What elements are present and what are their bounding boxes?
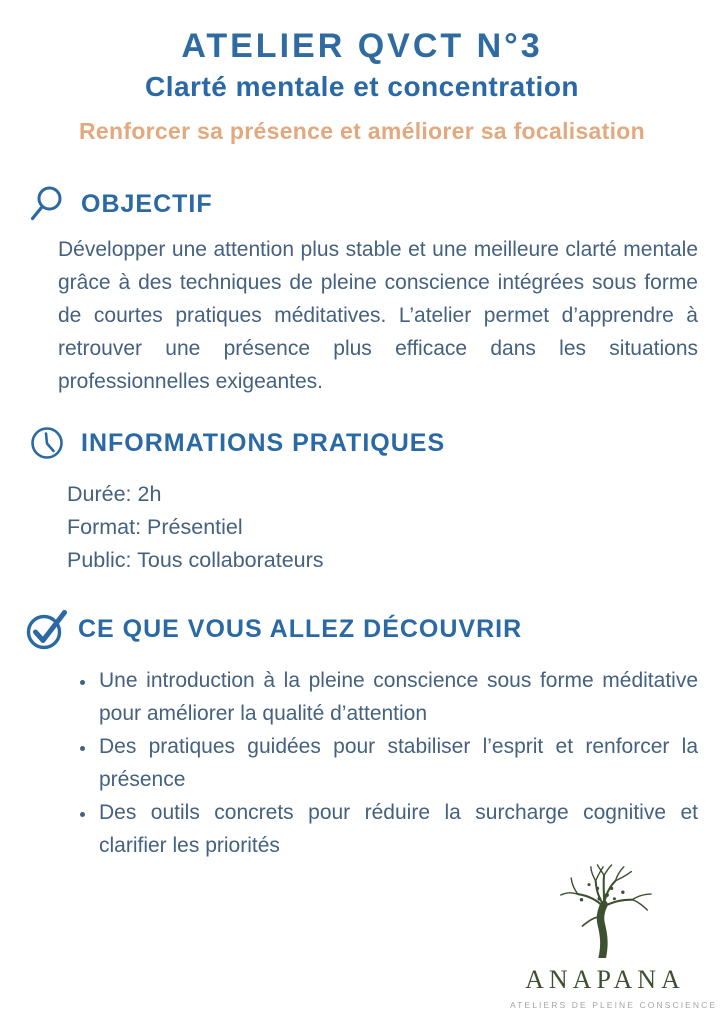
section-objectif-header [28,185,724,223]
logo-name: ANAPANA [525,965,685,994]
bullet-item-introduction: • Une introduction à la pleine conscience sous forme méditative pour améliorer la qualité d’attention [97,664,698,730]
magnifier-icon [28,185,66,223]
section-objectif [0,185,724,398]
section-decouvrir [0,607,724,862]
page-tagline: Renforcer sa présence et améliorer sa focalisation [79,118,645,144]
page-title: ATELIER QVCT N°3 [181,27,543,65]
bullet-item-outils: • Des outils concrets pour réduire la surcharge cognitive et clarifier les priorités [97,796,698,862]
section-decouvrir-header [24,607,724,651]
info-item-public: Public: Tous collaborateurs [67,548,324,572]
section-infos-header [28,424,724,462]
clock-icon [28,424,66,462]
page-subtitle: Clarté mentale et concentration [144,71,580,102]
info-item-duree: Durée: 2h [67,482,162,506]
tree-icon [553,945,657,962]
section-infos-heading: INFORMATIONS PRATIQUES [81,428,446,457]
bullet-item-pratiques: • Des pratiques guidées pour stabiliser l’esprit et renforcer la présence [97,730,698,796]
anapana-logo [510,864,718,1010]
info-item-format: Format: Présentiel [67,515,243,539]
objectif-paragraph: Développer une attention plus stable et une meilleure clarté mentale grâce à des techniques de pleine conscience intégrées sous forme de courtes pratiques méditatives. L’atelier permet d’apprendre à retrouver une présence plus efficace dans les situations professionnelles exigeantes. [58,238,698,393]
logo-tagline: ATELIERS DE PLEINE CONSCIENCE [510,1000,718,1010]
decouvrir-bullet-list [58,664,698,862]
flyer-header [0,0,724,145]
section-objectif-heading: OBJECTIF [81,189,213,218]
section-infos-pratiques [0,424,724,577]
info-list [67,478,724,577]
section-decouvrir-heading: CE QUE VOUS ALLEZ DÉCOUVRIR [78,614,523,643]
check-circle-icon [24,607,70,651]
